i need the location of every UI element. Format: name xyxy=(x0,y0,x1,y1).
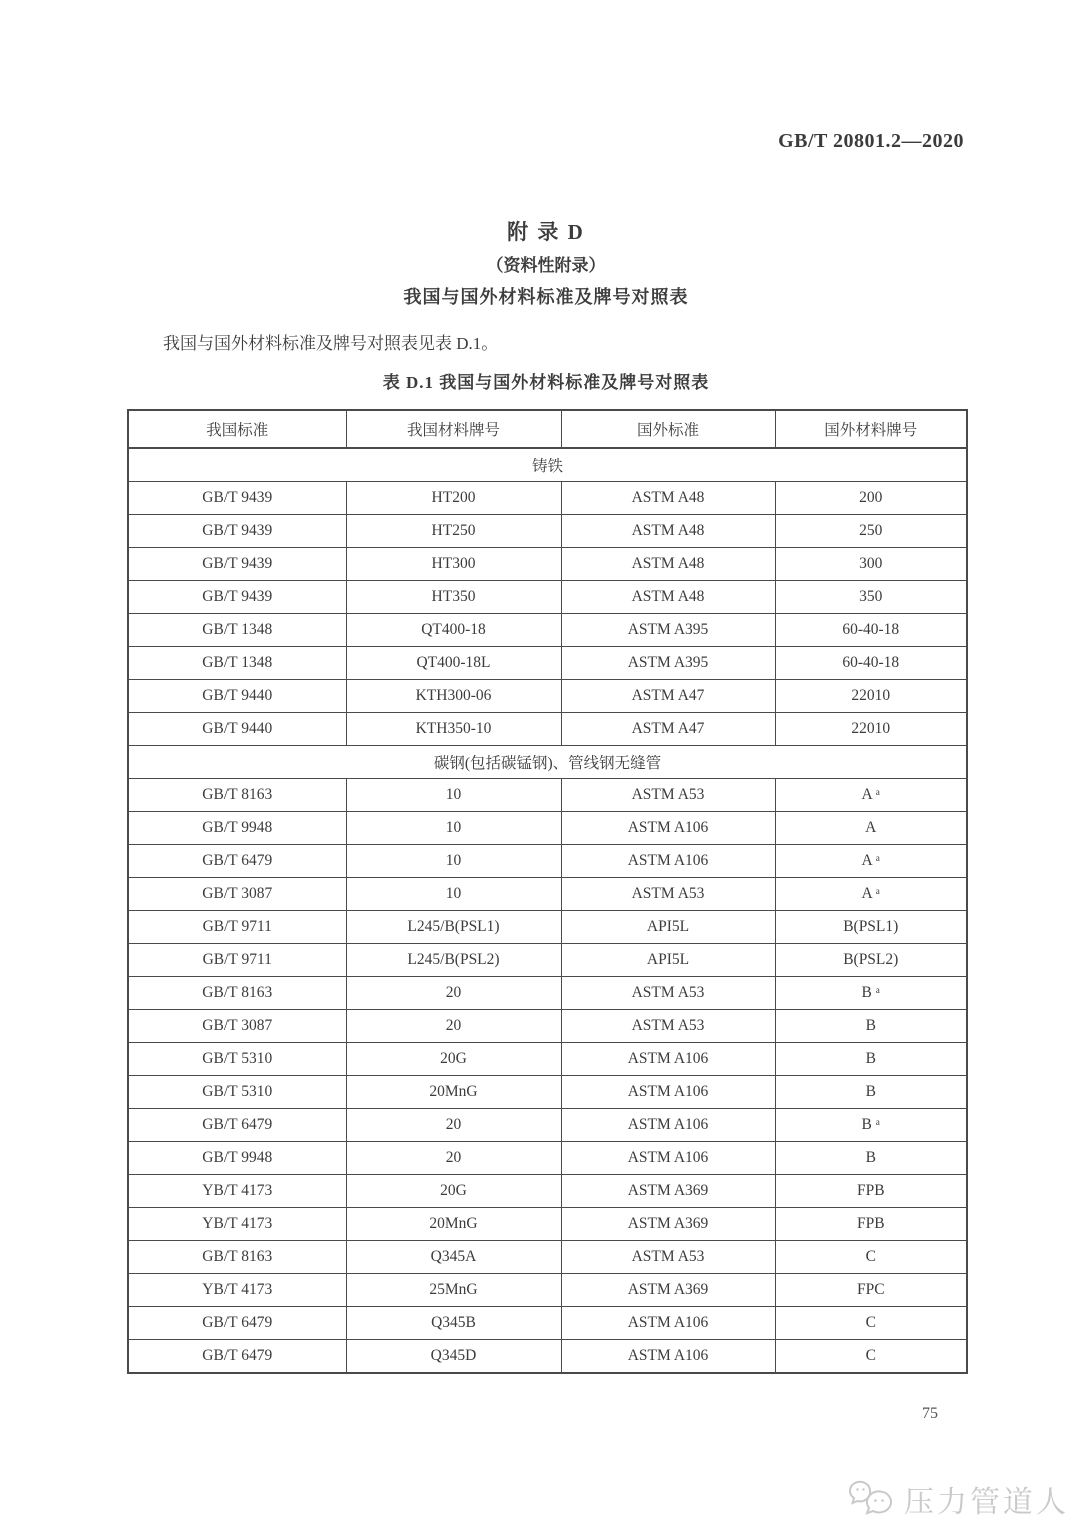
table-row xyxy=(128,482,967,515)
table-cell: B ᵃ xyxy=(775,977,967,1010)
table-row xyxy=(128,878,967,911)
table-cell: GB/T 3087 xyxy=(128,878,346,911)
table-cell: ASTM A395 xyxy=(561,614,775,647)
table-cell: ASTM A369 xyxy=(561,1208,775,1241)
table-row xyxy=(128,1175,967,1208)
section-title: 铸铁 xyxy=(128,448,967,482)
table-cell: 60-40-18 xyxy=(775,614,967,647)
table-cell: B xyxy=(775,1043,967,1076)
table-cell: 20 xyxy=(346,977,561,1010)
page-number: 75 xyxy=(922,1405,938,1422)
section-row xyxy=(128,448,967,482)
table-cell: ASTM A369 xyxy=(561,1175,775,1208)
comparison-table xyxy=(127,409,968,1374)
table-row xyxy=(128,1043,967,1076)
table-cell: Q345D xyxy=(346,1340,561,1374)
table-cell: GB/T 6479 xyxy=(128,1109,346,1142)
table-cell: GB/T 8163 xyxy=(128,1241,346,1274)
table-cell: GB/T 9948 xyxy=(128,812,346,845)
table-cell: ASTM A47 xyxy=(561,680,775,713)
table-cell: L245/B(PSL1) xyxy=(346,911,561,944)
table-cell: 20MnG xyxy=(346,1076,561,1109)
table-cell: ASTM A106 xyxy=(561,1043,775,1076)
table-row xyxy=(128,845,967,878)
table-cell: FPB xyxy=(775,1208,967,1241)
table-row xyxy=(128,1010,967,1043)
watermark-text: 压力管道人 xyxy=(904,1486,1069,1519)
table-row xyxy=(128,614,967,647)
table-cell: C xyxy=(775,1307,967,1340)
table-cell: KTH300-06 xyxy=(346,680,561,713)
table-row xyxy=(128,779,967,812)
table-row xyxy=(128,680,967,713)
appendix-subtitle: （资料性附录） xyxy=(486,256,606,275)
table-row xyxy=(128,1241,967,1274)
table-row xyxy=(128,548,967,581)
table-row xyxy=(128,1109,967,1142)
table-cell: 22010 xyxy=(775,713,967,746)
table-cell: ASTM A106 xyxy=(561,1109,775,1142)
table-cell: GB/T 5310 xyxy=(128,1076,346,1109)
table-cell: GB/T 1348 xyxy=(128,647,346,680)
table-cell: API5L xyxy=(561,944,775,977)
table-cell: QT400-18L xyxy=(346,647,561,680)
table-cell: 60-40-18 xyxy=(775,647,967,680)
standard-number: GB/T 20801.2—2020 xyxy=(778,130,964,152)
table-caption: 表 D.1 我国与国外材料标准及牌号对照表 xyxy=(382,373,710,392)
table-cell: ASTM A48 xyxy=(561,482,775,515)
table-cell: ASTM A48 xyxy=(561,515,775,548)
table-cell: ASTM A53 xyxy=(561,977,775,1010)
table-row xyxy=(128,1142,967,1175)
table-cell: HT350 xyxy=(346,581,561,614)
appendix-name: 我国与国外材料标准及牌号对照表 xyxy=(403,287,689,307)
table-cell: KTH350-10 xyxy=(346,713,561,746)
table-cell: B ᵃ xyxy=(775,1109,967,1142)
table-cell: GB/T 6479 xyxy=(128,1307,346,1340)
table-row xyxy=(128,977,967,1010)
table-row xyxy=(128,1307,967,1340)
table-cell: GB/T 6479 xyxy=(128,1340,346,1374)
table-cell: 20 xyxy=(346,1142,561,1175)
table-cell: ASTM A48 xyxy=(561,548,775,581)
table-row xyxy=(128,911,967,944)
table-cell: GB/T 9439 xyxy=(128,581,346,614)
table-cell: FPB xyxy=(775,1175,967,1208)
table-cell: YB/T 4173 xyxy=(128,1208,346,1241)
table-cell: 10 xyxy=(346,845,561,878)
table-cell: 10 xyxy=(346,812,561,845)
table-row xyxy=(128,1208,967,1241)
table-cell: GB/T 6479 xyxy=(128,845,346,878)
table-cell: ASTM A106 xyxy=(561,845,775,878)
table-cell: GB/T 9439 xyxy=(128,515,346,548)
table-cell: 22010 xyxy=(775,680,967,713)
table-cell: GB/T 8163 xyxy=(128,779,346,812)
table-cell: ASTM A106 xyxy=(561,1340,775,1374)
table-cell: ASTM A53 xyxy=(561,779,775,812)
table-row xyxy=(128,812,967,845)
table-cell: GB/T 9439 xyxy=(128,482,346,515)
table-cell: QT400-18 xyxy=(346,614,561,647)
table-cell: B xyxy=(775,1142,967,1175)
column-header: 我国材料牌号 xyxy=(346,410,561,448)
table-cell: L245/B(PSL2) xyxy=(346,944,561,977)
table-cell: ASTM A106 xyxy=(561,1307,775,1340)
table-cell: 200 xyxy=(775,482,967,515)
table-cell: ASTM A106 xyxy=(561,1076,775,1109)
table-cell: ASTM A53 xyxy=(561,1010,775,1043)
table-cell: A ᵃ xyxy=(775,878,967,911)
table-row xyxy=(128,1274,967,1307)
table-cell: 20 xyxy=(346,1010,561,1043)
table-header-row xyxy=(128,410,967,448)
table-row xyxy=(128,647,967,680)
table-cell: ASTM A53 xyxy=(561,1241,775,1274)
table-cell: Q345A xyxy=(346,1241,561,1274)
table-cell: C xyxy=(775,1340,967,1374)
table-cell: 20MnG xyxy=(346,1208,561,1241)
table-cell: HT300 xyxy=(346,548,561,581)
table-row xyxy=(128,515,967,548)
table-cell: GB/T 5310 xyxy=(128,1043,346,1076)
table-row xyxy=(128,713,967,746)
table-cell: 300 xyxy=(775,548,967,581)
section-row xyxy=(128,746,967,779)
table-body xyxy=(128,448,967,1373)
table-row xyxy=(128,944,967,977)
column-header: 国外标准 xyxy=(561,410,775,448)
table-cell: A ᵃ xyxy=(775,779,967,812)
table-cell: ASTM A106 xyxy=(561,812,775,845)
table-cell: GB/T 9439 xyxy=(128,548,346,581)
table-cell: GB/T 3087 xyxy=(128,1010,346,1043)
watermark xyxy=(849,1477,1069,1521)
table-cell: ASTM A369 xyxy=(561,1274,775,1307)
table-cell: C xyxy=(775,1241,967,1274)
table-cell: YB/T 4173 xyxy=(128,1175,346,1208)
table-cell: HT200 xyxy=(346,482,561,515)
column-header: 国外材料牌号 xyxy=(775,410,967,448)
table-cell: ASTM A48 xyxy=(561,581,775,614)
table-cell: GB/T 9440 xyxy=(128,713,346,746)
table-cell: GB/T 9711 xyxy=(128,944,346,977)
table-cell: ASTM A106 xyxy=(561,1142,775,1175)
table-cell: Q345B xyxy=(346,1307,561,1340)
table-cell: 10 xyxy=(346,878,561,911)
table-cell: A xyxy=(775,812,967,845)
table-cell: 20 xyxy=(346,1109,561,1142)
table-row xyxy=(128,1076,967,1109)
table-cell: GB/T 9711 xyxy=(128,911,346,944)
table-cell: YB/T 4173 xyxy=(128,1274,346,1307)
column-header: 我国标准 xyxy=(128,410,346,448)
table-cell: ASTM A47 xyxy=(561,713,775,746)
table-cell: ASTM A53 xyxy=(561,878,775,911)
table-cell: HT250 xyxy=(346,515,561,548)
table-cell: GB/T 1348 xyxy=(128,614,346,647)
table-cell: B(PSL2) xyxy=(775,944,967,977)
table-cell: B xyxy=(775,1010,967,1043)
intro-paragraph: 我国与国外材料标准及牌号对照表见表 D.1。 xyxy=(163,334,499,353)
section-title: 碳钢(包括碳锰钢)、管线钢无缝管 xyxy=(128,746,967,779)
table-cell: 350 xyxy=(775,581,967,614)
table-cell: FPC xyxy=(775,1274,967,1307)
table-cell: 10 xyxy=(346,779,561,812)
table-cell: 20G xyxy=(346,1175,561,1208)
table-cell: 20G xyxy=(346,1043,561,1076)
table-cell: A ᵃ xyxy=(775,845,967,878)
wechat-chat-bubbles-icon xyxy=(849,1479,899,1519)
table-cell: API5L xyxy=(561,911,775,944)
table-cell: GB/T 8163 xyxy=(128,977,346,1010)
table-cell: B xyxy=(775,1076,967,1109)
appendix-title: 附 录 D xyxy=(507,220,585,244)
table-cell: GB/T 9440 xyxy=(128,680,346,713)
table-row xyxy=(128,1340,967,1374)
table-cell: B(PSL1) xyxy=(775,911,967,944)
table-cell: ASTM A395 xyxy=(561,647,775,680)
table-cell: 25MnG xyxy=(346,1274,561,1307)
table-cell: GB/T 9948 xyxy=(128,1142,346,1175)
table-cell: 250 xyxy=(775,515,967,548)
table-row xyxy=(128,581,967,614)
